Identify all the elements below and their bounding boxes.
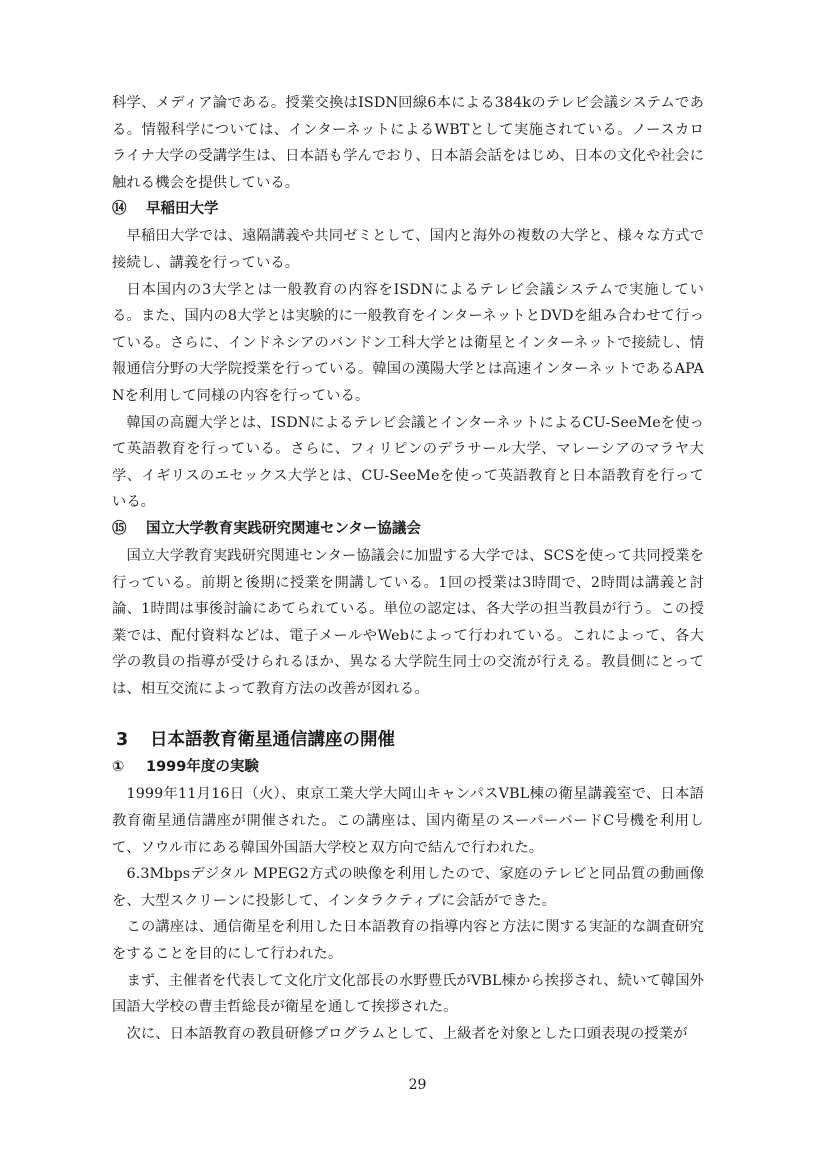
section-heading-council	[112, 516, 704, 543]
section-title: 国立大学教育実践研究関連センター協議会	[146, 520, 421, 537]
section-heading-waseda	[112, 196, 704, 223]
paragraph: 国立大学教育実践研究関連センター協議会に加盟する大学では、SCSを使って共同授業を行っている。前期と後期に授業を開講している。1回の授業は3時間で、2時間は講義と討論、1時間は事後討論にあてられている。単位の認定は、各大学の担当教員が行う。この授業では、配付資料などは、電子メールやWebによって行われている。これによって、各大学の教員の指導が受けられるほか、異なる大学院生同士の交流が行える。教員側にとっては、相互交流によって教育方法の改善が図れる。	[112, 547, 704, 697]
section-number: ⑭	[112, 201, 127, 218]
paragraph: 韓国の高麗大学とは、ISDNによるテレビ会議とインターネットによるCU-SeeMeを使って英語教育を行っている。さらに、フィリピンのデラサール大学、マレーシアのマラヤ大学、イギリスのエセックス大学とは、CU-SeeMeを使って英語教育と日本語教育を行っている。	[112, 414, 704, 511]
paragraph: 次に、日本語教育の教員研修プログラムとして、上級者を対象とした口頭表現の授業が	[126, 1025, 688, 1042]
paragraph: まず、主催者を代表して文化庁文化部長の水野豊氏がVBL棟から挨拶され、続いて韓国外国語大学校の曹圭哲総長が衛星を通して挨拶された。	[112, 972, 704, 1016]
section-number: ①	[112, 759, 125, 776]
spacer	[112, 702, 704, 726]
page-number: 29	[408, 1077, 427, 1093]
chapter-title: 日本語教育衛星通信講座の開催	[150, 730, 395, 751]
paragraph: この講座は、通信衛星を利用した日本語教育の指導内容と方法に関する実証的な調査研究をすることを目的にして行われた。	[112, 919, 704, 963]
paragraph: 6.3Mbpsデジタル MPEG2方式の映像を利用したので、家庭のテレビと同品質の動画像を、大型スクリーンに投影して、インタラクティブに会話ができた。	[112, 866, 704, 909]
chapter-heading	[112, 726, 704, 754]
section-number: ⑮	[112, 520, 127, 537]
document-page	[112, 90, 704, 1047]
section-heading-1999	[112, 754, 704, 781]
section-title: 1999年度の実験	[146, 759, 259, 776]
paragraph: 早稲田大学では、遠隔講義や共同ゼミとして、国内と海外の複数の大学と、様々な方式で接続し、講義を行っている。	[112, 228, 704, 271]
chapter-number: 3	[116, 730, 129, 751]
section-title: 早稲田大学	[146, 201, 219, 218]
paragraph: 1999年11月16日（火）、東京工業大学大岡山キャンパスVBL棟の衛星講義室で、日本語教育衛星通信講座が開催された。この講座は、国内衛星のスーパーバードC号機を利用して、ソウル市にある韓国外国語大学校と双方向で結んで行われた。	[112, 786, 704, 856]
paragraph-intro: 科学、メディア論である。授業交換はISDN回線6本による384kのテレビ会議システムである。情報科学については、インターネットによるWBTとして実施されている。ノースカロライナ大学の受講学生は、日本語も学んでおり、日本語会話をはじめ、日本の文化や社会に触れる機会を提供している。	[112, 95, 704, 191]
paragraph: 日本国内の3大学とは一般教育の内容をISDNによるテレビ会議システムで実施している。また、国内の8大学とは実験的に一般教育をインターネットとDVDを組み合わせて行っている。さらに、インドネシアのバンドン工科大学とは衛星とインターネットで接続し、情報通信分野の大学院授業を行っている。韓国の漢陽大学とは高速インターネットであるAPANを利用して同様の内容を行っている。	[112, 281, 704, 404]
